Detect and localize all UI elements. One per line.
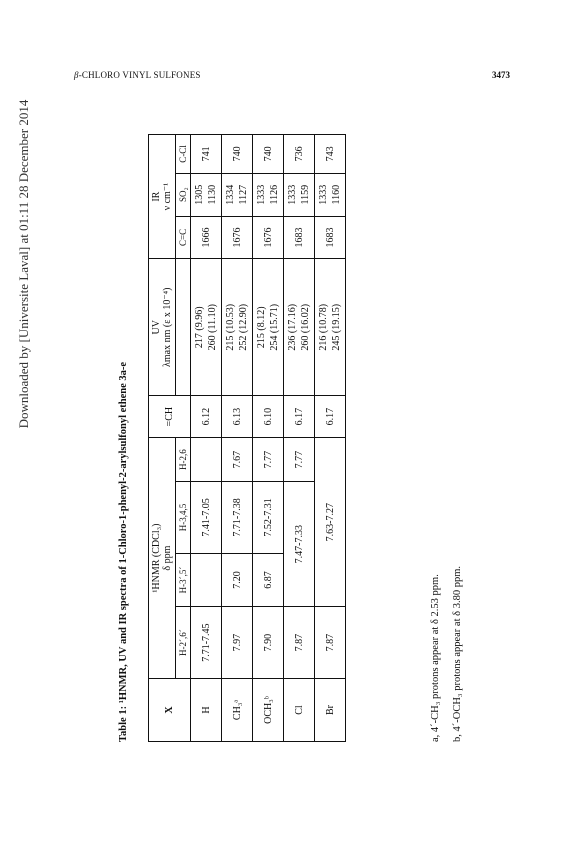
cell-h26p: 7.97	[222, 607, 253, 679]
ir-title: IR	[151, 191, 162, 202]
cell-ccl: 736	[284, 135, 315, 174]
cell-uv	[284, 259, 315, 396]
uv-line-1: 215 (10.53)	[225, 303, 236, 351]
footnote-b: b, 4´-OCH₃ protons appear at δ 3.80 ppm.	[452, 566, 463, 742]
watermark-text: Downloaded by [Universite Laval] at 01:11 28 December 2014	[16, 99, 31, 429]
col-cc: C=C	[176, 216, 191, 259]
uv-unit: λmax nm (ε x 10⁻⁴)	[162, 287, 173, 367]
cell-h26: 7.77	[284, 438, 315, 482]
cell-so2	[222, 173, 253, 216]
cell-ch: 6.10	[253, 396, 284, 438]
uv-line-2: 252 (12.90)	[238, 303, 249, 351]
table-row	[253, 135, 284, 742]
cell-so2	[284, 173, 315, 216]
cell-h345: 7.52-7.31	[253, 482, 284, 554]
cell-cc: 1666	[191, 216, 222, 259]
cell-x: H	[191, 679, 222, 742]
col-group-ir	[149, 135, 176, 259]
uv-line-1: 216 (10.78)	[318, 303, 329, 351]
cell-uv	[315, 259, 346, 396]
uv-line-1: 217 (9.96)	[194, 306, 205, 349]
col-h35p: H-3´,5´	[176, 553, 191, 606]
uv-title: UV	[151, 320, 162, 335]
uv-line-1: 215 (8.12)	[256, 306, 267, 349]
uv-line-2: 254 (15.71)	[269, 303, 280, 351]
cell-ch: 6.12	[191, 396, 222, 438]
cell-so2	[191, 173, 222, 216]
cell-so2	[253, 173, 284, 216]
so2-line-2: 1127	[238, 184, 249, 205]
cell-cc: 1676	[222, 216, 253, 259]
col-ch: =CH	[149, 396, 191, 438]
so2-line-1: 1333	[256, 184, 267, 205]
so2-line-1: 1334	[225, 184, 236, 205]
cell-x: OCH₃ᵇ	[253, 679, 284, 742]
cell-h35p: 7.63-7.27	[315, 438, 346, 607]
cell-h35p: 6.87	[253, 553, 284, 606]
cell-x: Br	[315, 679, 346, 742]
col-ccl: C-Cl	[176, 135, 191, 174]
running-title-beta: β	[74, 70, 79, 80]
footnote-a: a, 4´-CH₃ protons appear at δ 2.53 ppm.	[430, 574, 441, 742]
cell-ccl: 740	[253, 135, 284, 174]
cell-so2	[315, 173, 346, 216]
so2-line-1: 1305	[194, 184, 205, 205]
cell-h345: 7.71-7.38	[222, 482, 253, 554]
so2-line-2: 1126	[269, 184, 280, 205]
nmr-title: ¹HNMR (CDCl₃)	[151, 523, 162, 593]
cell-ccl: 741	[191, 135, 222, 174]
so2-line-2: 1159	[300, 184, 311, 205]
table-header-row	[149, 135, 176, 742]
col-h26p: H-2´,6´	[176, 607, 191, 679]
ir-unit: ν cm⁻¹	[162, 182, 173, 211]
so2-line-1: 1333	[287, 184, 298, 205]
cell-ch: 6.13	[222, 396, 253, 438]
cell-h26	[191, 438, 222, 482]
table-row	[222, 135, 253, 742]
col-h26: H-2,6	[176, 438, 191, 482]
cell-uv	[253, 259, 284, 396]
spectra-table	[148, 134, 346, 742]
so2-line-2: 1160	[331, 184, 342, 205]
cell-h26p: 7.90	[253, 607, 284, 679]
uv-line-1: 236 (17.16)	[287, 303, 298, 351]
rotated-content	[118, 122, 478, 742]
table-row	[315, 135, 346, 742]
cell-ccl: 740	[222, 135, 253, 174]
cell-ch: 6.17	[284, 396, 315, 438]
uv-line-2: 260 (16.02)	[300, 303, 311, 351]
uv-line-2: 260 (11.10)	[207, 304, 218, 351]
so2-line-1: 1333	[318, 184, 329, 205]
table-row	[284, 135, 315, 742]
col-h345: H-3,4,5	[176, 482, 191, 554]
uv-line-2: 245 (19.15)	[331, 303, 342, 351]
table-caption: Table 1: ¹HNMR, UV and IR spectra of 1-Chloro-1-phenyl-2-arylsulfonyl ethene 3a-e	[118, 361, 129, 742]
cell-h26p: 7.87	[284, 607, 315, 679]
cell-h26p: 7.87	[315, 607, 346, 679]
running-title-text: -CHLORO VINYL SULFONES	[78, 70, 201, 80]
cell-h26p: 7.71-7.45	[191, 607, 222, 679]
table-row	[191, 135, 222, 742]
cell-h35p: 7.47-7.33	[284, 482, 315, 607]
cell-x: CH₃ᵃ	[222, 679, 253, 742]
cell-x: Cl	[284, 679, 315, 742]
cell-h345: 7.41-7.05	[191, 482, 222, 554]
cell-cc: 1683	[315, 216, 346, 259]
cell-ch: 6.17	[315, 396, 346, 438]
cell-ccl: 743	[315, 135, 346, 174]
cell-h35p: 7.20	[222, 553, 253, 606]
page-number: 3473	[492, 70, 510, 80]
cell-h26: 7.77	[253, 438, 284, 482]
cell-h35p	[191, 553, 222, 606]
cell-cc: 1683	[284, 216, 315, 259]
col-x: X	[149, 679, 191, 742]
so2-line-2: 1130	[207, 184, 218, 205]
table-subheader-row	[176, 135, 191, 742]
col-so2: SO₂	[176, 173, 191, 216]
cell-cc: 1676	[253, 216, 284, 259]
cell-h26: 7.67	[222, 438, 253, 482]
cell-uv	[222, 259, 253, 396]
cell-uv	[191, 259, 222, 396]
col-group-uv	[149, 259, 176, 396]
col-group-nmr	[149, 438, 176, 679]
nmr-unit: δ ppm	[162, 545, 173, 571]
col-uv-values	[176, 259, 191, 396]
